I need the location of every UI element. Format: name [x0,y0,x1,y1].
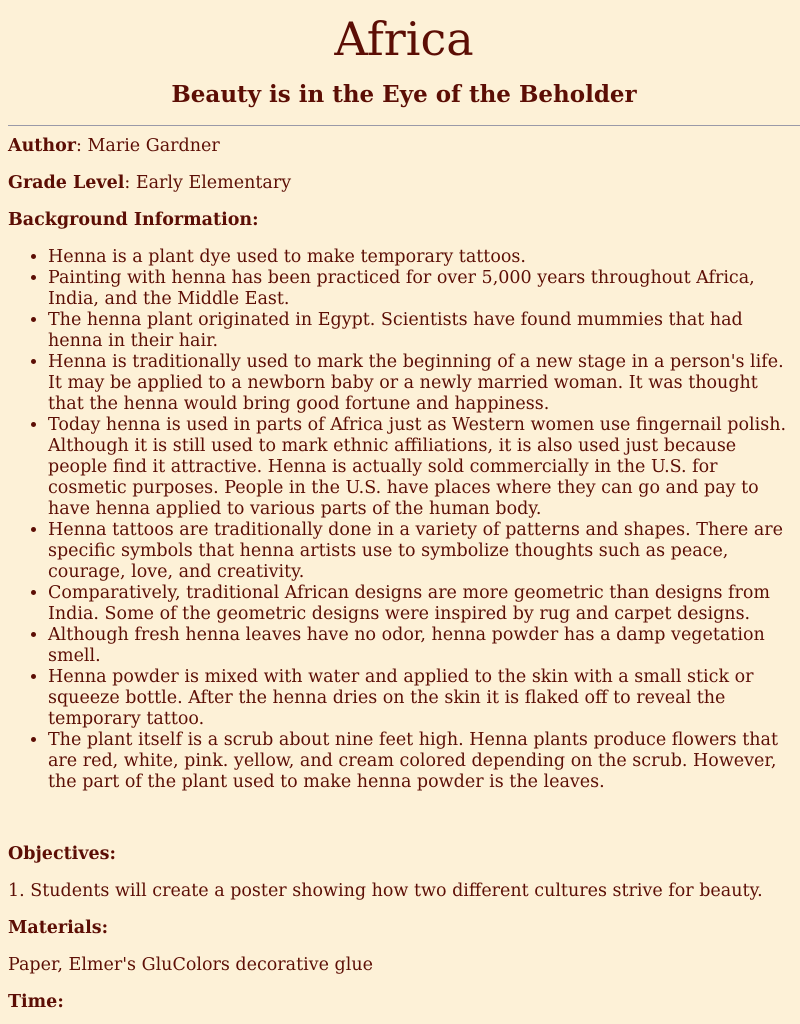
objectives-text: 1. Students will create a poster showing how two different cultures strive for beauty. [8,881,763,901]
list-item-line: specific symbols that henna artists use to symbolize thoughts such as peace, [48,541,729,561]
grade-label: Grade Level [8,173,125,193]
list-item [48,520,800,583]
list-item-line: • Although fresh henna leaves have no odor, henna powder has a damp vegetation [48,625,765,645]
list-item-line: henna in their hair. [48,331,219,351]
page-title: Africa [334,12,474,66]
divider [8,125,800,126]
list-item-line: • Comparatively, traditional African designs are more geometric than designs from [48,583,770,603]
list-item-line: cosmetic purposes. People in the U.S. have places where they can go and pay to [48,478,759,498]
objectives-heading [8,844,800,865]
author-label: Author [8,136,77,156]
materials-heading-text: Materials: [8,918,109,938]
list-item-line: smell. [48,646,101,666]
list-item-line: India. Some of the geometric designs were inspired by rug and carpet designs. [48,604,751,624]
background-list [8,247,800,793]
list-item [48,415,800,520]
grade-line [8,173,800,194]
page-subtitle: Beauty is in the Eye of the Beholder [171,81,637,108]
list-item-line: the part of the plant used to make henna powder is the leaves. [48,772,605,792]
list-item-line: • Henna is a plant dye used to make temporary tattoos. [48,247,526,267]
list-item-line: • The plant itself is a scrub about nine feet high. Henna plants produce flowers that [48,730,778,750]
list-item [48,247,800,268]
background-heading [8,210,800,231]
document [8,0,800,1013]
list-item [48,730,800,793]
list-item-line: have henna applied to various parts of the human body. [48,499,542,519]
author-line [8,136,800,157]
list-item-line: temporary tattoo. [48,709,205,729]
list-item-line: • The henna plant originated in Egypt. Scientists have found mummies that had [48,310,743,330]
list-item-line: • Henna tattoos are traditionally done in a variety of patterns and shapes. There are [48,520,784,540]
background-heading-text: Background Information: [8,210,259,230]
list-item-line: squeeze bottle. After the henna dries on the skin it is flaked off to reveal the [48,688,726,708]
grade-value: : Early Elementary [124,173,292,193]
list-item [48,583,800,625]
list-item [48,667,800,730]
time-heading-text: Time: [8,992,64,1012]
list-item [48,625,800,667]
materials-heading [8,918,800,939]
list-item-line: courage, love, and creativity. [48,562,305,582]
list-item-line: • Henna is traditionally used to mark the beginning of a new stage in a person's life. [48,352,784,372]
list-item [48,310,800,352]
list-item-line: • Today henna is used in parts of Africa just as Western women use fingernail polish. [48,415,787,435]
author-value: : Marie Gardner [76,136,220,156]
list-item-line: India, and the Middle East. [48,289,290,309]
list-item [48,352,800,415]
list-item-line: are red, white, pink. yellow, and cream colored depending on the scrub. However, [48,751,777,771]
time-heading [8,992,800,1013]
list-item-line: Although it is still used to mark ethnic affiliations, it is also used just because [48,436,737,456]
list-item-line: • Henna powder is mixed with water and applied to the skin with a small stick or [48,667,754,687]
list-item-line: people find it attractive. Henna is actually sold commercially in the U.S. for [48,457,718,477]
list-item [48,268,800,310]
materials-text: Paper, Elmer's GluColors decorative glue [8,955,373,975]
list-item-line: • Painting with henna has been practiced for over 5,000 years throughout Africa, [48,268,755,288]
objectives-heading-text: Objectives: [8,844,116,864]
list-item-line: It may be applied to a newborn baby or a newly married woman. It was thought [48,373,758,393]
list-item-line: that the henna would bring good fortune and happiness. [48,394,550,414]
